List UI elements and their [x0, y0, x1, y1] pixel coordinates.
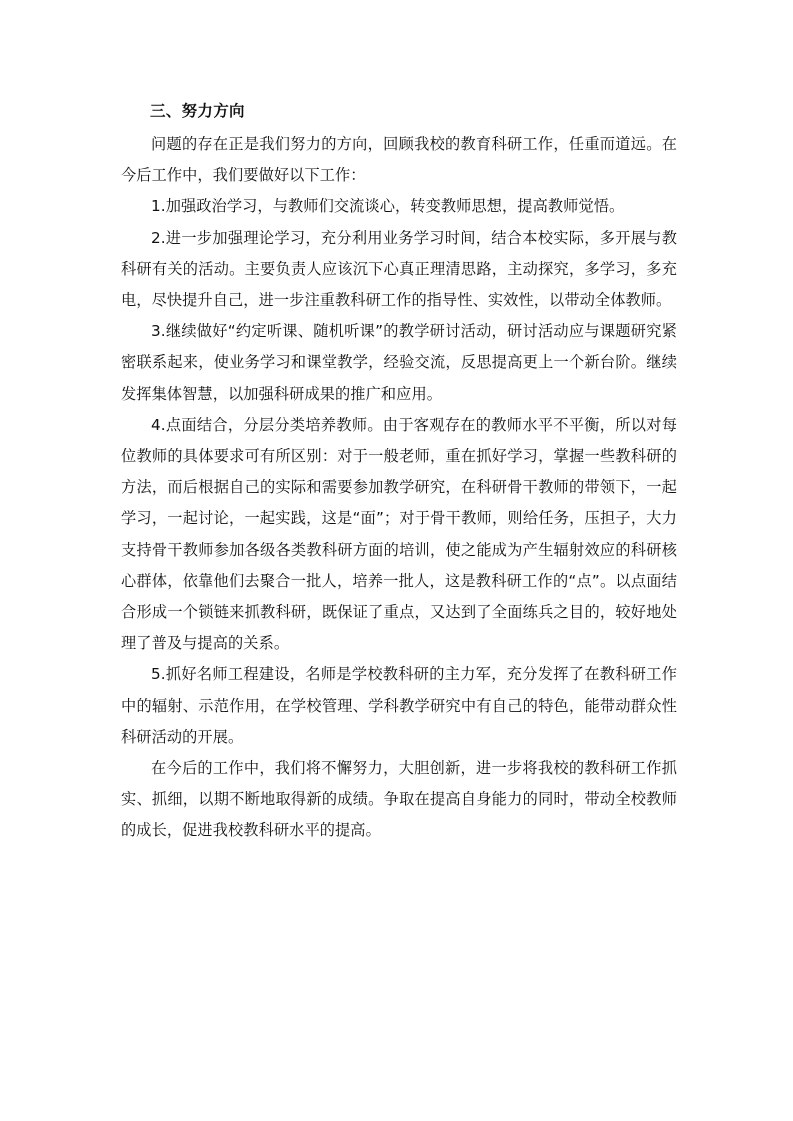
section-heading: 三、努力方向: [150, 102, 245, 120]
intro-paragraph: 问题的存在正是我们努力的方向，回顾我校的教育科研工作，任重而道远。在今后工作中，我们要做好以下工作：: [121, 135, 677, 185]
item-3-paragraph: 3.继续做好“约定听课、随机听课”的教学研讨活动，研讨活动应与课题研究紧密联系起来，使业务学习和课堂教学，经验交流，反思提高更上一个新台阶。继续发挥集体智慧，以加强科研成果的推广和应用。: [121, 322, 677, 403]
item-4-paragraph: 4.点面结合，分层分类培养教师。由于客观存在的教师水平不平衡，所以对每位教师的具体要求可有所区别：对于一般老师，重在抓好学习，掌握一些教科研的方法，而后根据自己的实际和需要参加教学研究，在科研骨干教师的带领下，一起学习，一起讨论，一起实践，这是“面”；对于骨干教师，则给任务，压担子，大力支持骨干教师参加各级各类教科研方面的培训，使之能成为产生辐射效应的科研核心群体，依靠他们去聚合一批人，培养一批人，这是教科研工作的“点”。以点面结合形成一个锁链来抓教科研，既保证了重点，又达到了全面练兵之目的，较好地处理了普及与提高的关系。: [121, 415, 677, 653]
conclusion-paragraph: 在今后的工作中，我们将不懈努力，大胆创新，进一步将我校的教科研工作抓实、抓细，以期不断地取得新的成绩。争取在提高自身能力的同时，带动全校教师的成长，促进我校教科研水平的提高。: [121, 759, 677, 840]
item-5-paragraph: 5.抓好名师工程建设，名师是学校教科研的主力军，充分发挥了在教科研工作中的辐射、示范作用，在学校管理、学科教学研究中有自己的特色，能带动群众性科研活动的开展。: [121, 665, 677, 746]
document-body: [121, 96, 677, 847]
item-1-paragraph: 1.加强政治学习，与教师们交流谈心，转变教师思想，提高教师觉悟。: [151, 197, 625, 216]
item-2-paragraph: 2.进一步加强理论学习，充分利用业务学习时间，结合本校实际，多开展与教科研有关的活动。主要负责人应该沉下心真正理清思路，主动探究，多学习，多充电，尽快提升自己，进一步注重教科研工作的指导性、实效性，以带动全体教师。: [121, 228, 677, 310]
